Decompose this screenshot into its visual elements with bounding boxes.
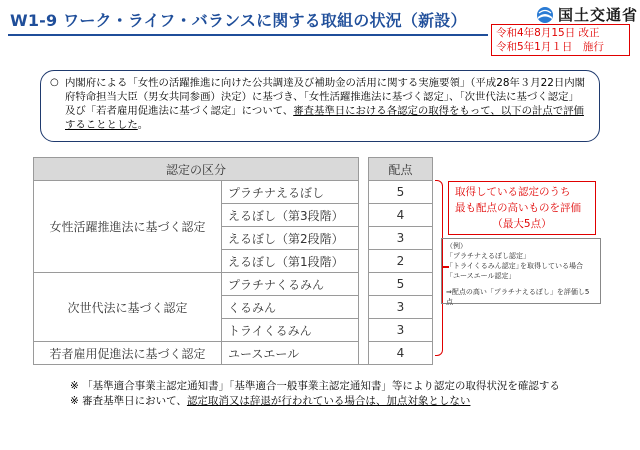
footnotes bbox=[70, 379, 560, 409]
description-text: 内閣府による「女性の活躍推進に向けた公共調達及び補助金の活用に関する実施要領」（平成28年３月22日内閣府特命担当大臣（男女共同参画）決定）に基づき、「女性活躍推進法に基づく認定」、「次世代法に基づく認定」及び「若者雇用促進法に基づく認定」について、 bbox=[65, 77, 585, 117]
example-item-note: を取得している場合 bbox=[520, 262, 583, 270]
cert-name: トライくるみん bbox=[222, 319, 359, 342]
column-gap bbox=[359, 273, 369, 296]
footnote: ※ 「基準適合事業主認定通知書」「基準適合一般事業主認定通知書」等により認定の取得状況を確認する bbox=[70, 380, 560, 392]
example-result: ⇒配点の高い「プラチナえるぼし」を評価し5点 bbox=[446, 288, 590, 306]
cert-name: くるみん bbox=[222, 296, 359, 319]
description-underline-text: 審査基準日における各認定の取得をもって、以下の計点で評価することとした bbox=[65, 105, 584, 131]
revision-box bbox=[491, 24, 630, 56]
column-gap bbox=[359, 296, 369, 319]
column-gap bbox=[359, 204, 369, 227]
cert-name: プラチナえるぼし bbox=[222, 181, 359, 204]
example-item: 「ユースエール認定」 bbox=[446, 272, 516, 280]
column-gap bbox=[359, 181, 369, 204]
column-gap bbox=[359, 158, 369, 181]
org-name: 国土交通省 bbox=[558, 6, 639, 24]
example-label: （例） bbox=[446, 242, 467, 250]
cert-points: 3 bbox=[369, 296, 433, 319]
cert-points: 4 bbox=[369, 342, 433, 365]
example-item: 「プラチナえるぼし認定」 bbox=[446, 252, 530, 260]
table-row bbox=[34, 181, 433, 204]
cert-name: プラチナくるみん bbox=[222, 273, 359, 296]
table-row bbox=[34, 273, 433, 296]
ministry-logo bbox=[536, 4, 638, 25]
cert-points: 3 bbox=[369, 319, 433, 342]
header-category: 認定の区分 bbox=[34, 158, 359, 181]
header-points: 配点 bbox=[369, 158, 433, 181]
bullet-icon: ○ bbox=[50, 77, 59, 88]
cert-points: 3 bbox=[369, 227, 433, 250]
column-gap bbox=[359, 319, 369, 342]
revision-date: 令和4年8月15日 改正 bbox=[496, 27, 600, 39]
example-box bbox=[441, 238, 601, 304]
enforcement-date: 令和5年1月１日 施行 bbox=[496, 41, 604, 53]
mlit-emblem-icon bbox=[536, 6, 554, 24]
footnote bbox=[70, 394, 560, 409]
description-end: 。 bbox=[137, 119, 149, 131]
example-item: 「トライくるみん認定」 bbox=[446, 262, 523, 270]
footnote-underline: 認定取消又は辞退が行われている場合は、加点対象としない bbox=[186, 395, 471, 407]
cert-points: 5 bbox=[369, 181, 433, 204]
callout-line: （最大5点） bbox=[492, 218, 552, 230]
cert-name: ユースエール bbox=[222, 342, 359, 365]
column-gap bbox=[359, 227, 369, 250]
law-youth: 若者雇用促進法に基づく認定 bbox=[34, 342, 222, 365]
cert-name: えるぼし（第1段階） bbox=[222, 250, 359, 273]
table-row bbox=[34, 342, 433, 365]
cert-points: 4 bbox=[369, 204, 433, 227]
column-gap bbox=[359, 342, 369, 365]
table-header-row bbox=[34, 158, 433, 181]
title-underline bbox=[8, 34, 488, 36]
callout-line: 最も配点の高いものを評価 bbox=[455, 202, 581, 214]
cert-name: えるぼし（第3段階） bbox=[222, 204, 359, 227]
callout-line: 取得している認定のうち bbox=[455, 186, 571, 198]
column-gap bbox=[359, 250, 369, 273]
description-box bbox=[40, 70, 600, 142]
footnote-text: ※ 審査基準日において、 bbox=[70, 395, 187, 407]
cert-points: 2 bbox=[369, 250, 433, 273]
cert-name: えるぼし（第2段階） bbox=[222, 227, 359, 250]
cert-points: 5 bbox=[369, 273, 433, 296]
example-item-row bbox=[446, 261, 596, 271]
certification-table bbox=[33, 157, 433, 365]
page-title: W1-9 ワーク・ライフ・バランスに関する取組の状況（新設） bbox=[10, 11, 467, 30]
law-next-generation: 次世代法に基づく認定 bbox=[34, 273, 222, 342]
evaluation-callout bbox=[448, 181, 596, 235]
law-women: 女性活躍推進法に基づく認定 bbox=[34, 181, 222, 273]
